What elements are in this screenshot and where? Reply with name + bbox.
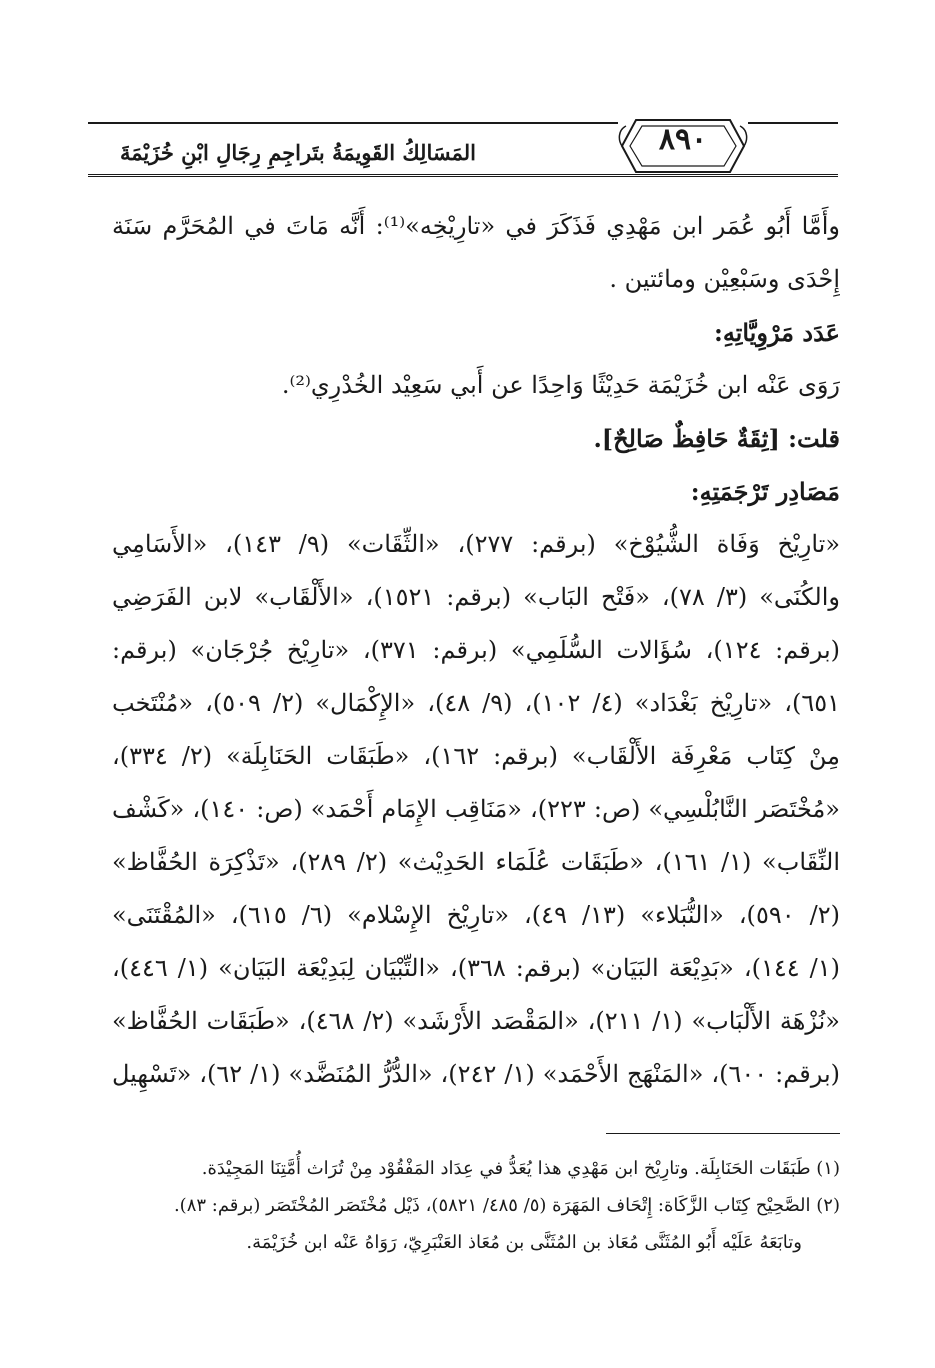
text-line: ٦٥١)، «تارِيْخ بَغْدَاد» (٤/ ١٠٢)، (٩/ ٤٨)، «الإِكْمَال» (٢/ ٥٠٩)، «مُنْتَخب xyxy=(112,689,840,717)
text-line: مِنْ كِتَاب مَعْرِفَة الأَلْقَاب» (برقم: ١٦٢)، «طَبَقَات الحَنَابِلَة» (٢/ ٣٣٤)، xyxy=(112,742,840,770)
text-line: وأَمَّا أَبُو عُمَر ابن مَهْدِي فَذَكَرَ في «تارِيْخِه»⁽¹⁾: أَنَّه مَاتَ في المُحَرَّم سَنَة xyxy=(112,212,840,240)
footnote-2: (٢) الصَّحِيْح كِتَاب الزَّكَاة: إِتْحَاف المَهَرَة (٥/ ٤٨٥/ ٥٨٢١)، ذَيْل مُخْتَصَر المُخْتَصَر (برقم: ٨٣). xyxy=(173,1195,840,1216)
footnote-2-continuation: وتابَعَهُ عَلَيْه أَبُو المُثَنَّى مُعَاذ بن المُثَنَّى بن مُعَاذ العَنْبَرِيّ، رَوَاهُ عَنْه ابن خُزَيْمَة. xyxy=(246,1232,802,1253)
text-line: النِّقَاب» (١/ ١٦١)، «طَبَقَات عُلَمَاء الحَدِيْث» (٢/ ٢٨٩)، «تَذْكِرَة الحُفَّاظ» xyxy=(112,848,840,876)
footnote-1: (١) طَبَقَات الحَنَابِلَة. وتارِيْخ ابن مَهْدِي هذا يُعَدُّ في عِدَاد المَفْقُوْد مِنْ تُرَاث أُمَّتِنَا المَجِيْدَة. xyxy=(201,1158,840,1179)
text-line: إِحْدَى وسَبْعِيْن ومائتين . xyxy=(609,265,840,293)
page-number: ٨٩٠ xyxy=(658,122,708,157)
text-line: والكُنَى» (٣/ ٧٨)، «فَتْح البَاب» (برقم: ١٥٢١)، «الأَلْقَاب» لابن الفَرَضِي xyxy=(112,583,840,611)
section-heading-narrations: عَدَد مَرْوِيَّاتِهِ: xyxy=(713,318,840,347)
section-heading-sources: مَصَادِر تَرْجَمَتِهِ: xyxy=(690,477,840,506)
verdict-line: قلت: [ثِقَةٌ حَافِظٌ صَالِحٌ]. xyxy=(593,424,840,453)
text-line: رَوَى عَنْه ابن خُزَيْمَة حَدِيْثًا وَاحِدًا عن أَبي سَعِيْد الخُدْرِي⁽²⁾. xyxy=(281,371,840,399)
text-line: (٢/ ٥٩٠)، «النُّبَلاء» (١٣/ ٤٩)، «تارِيْخ الإِسْلام» (٦/ ٦١٥)، «المُقْتَنَى» xyxy=(112,901,840,929)
footnotes xyxy=(112,1150,840,1261)
text-line: «نُزْهَة الأَلْبَاب» (١/ ٢١١)، «المَقْصَد الأَرْشَد» (٢/ ٤٦٨)، «طَبَقَات الحُفَّاظ» xyxy=(112,1007,840,1035)
text-line: (برقم: ١٢٤)، سُؤَالات السُّلَمِي» (برقم: ٣٧١)، «تارِيْخ جُرْجَان» (برقم: xyxy=(112,636,840,664)
page-number-ornament xyxy=(618,100,748,178)
running-title: المَسَالِكُ القَوِيمَةُ بتَراجِمِ رِجَالِ ابْنِ خُزَيْمَةَ xyxy=(120,140,476,165)
main-text xyxy=(112,200,840,1101)
text-line: «تارِيْخ وَفَاة الشُّيُوْخ» (برقم: ٢٧٧)، «الثِّقَات» (٩/ ١٤٣)، «الأَسَامِي xyxy=(112,530,840,558)
text-line: «مُخْتَصَر النَّابُلْسِي» (ص: ٢٢٣)، «مَنَاقِب الإِمَام أَحْمَد» (ص: ١٤٠)، «كَشْف xyxy=(112,795,840,823)
footnote-separator xyxy=(606,1133,840,1134)
text-line: (١/ ١٤٤)، «بَدِيْعَة البَيَان» (برقم: ٣٦٨)، «التِّبْيَان لِبَدِيْعَة البَيَان» (١/ ٤٤٦)، xyxy=(112,954,840,982)
text-line: (برقم: ٦٠٠)، «المَنْهَج الأَحْمَد» (١/ ٢٤٢)، «الدُّرُّ المُنَضَّد» (١/ ٦٢)، «تَسْهِيل xyxy=(112,1060,840,1088)
page-header xyxy=(88,96,838,186)
